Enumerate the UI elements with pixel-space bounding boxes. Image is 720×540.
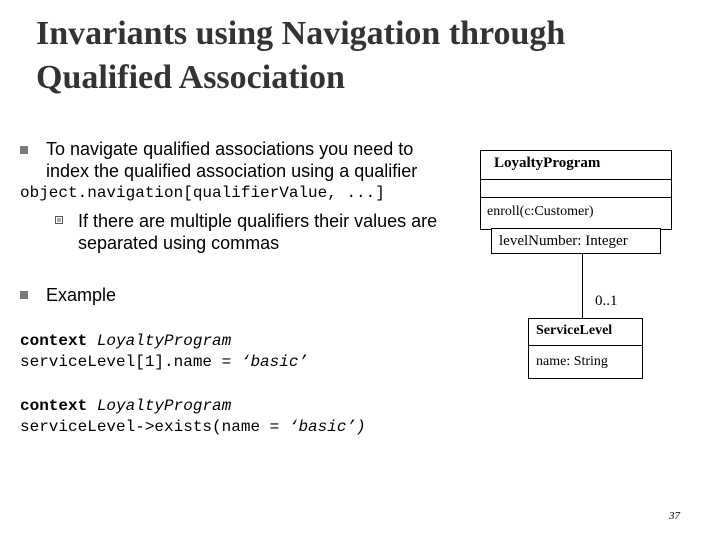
bullet-2-text: Example: [46, 285, 117, 305]
sub-bullet-line-2: separated using commas: [78, 233, 280, 253]
title-line-1: Invariants using Navigation through: [36, 15, 566, 52]
bullet-1-line-2: index the qualified association using a qualifier: [46, 161, 418, 181]
code-keyword: context: [20, 397, 88, 415]
class-divider: [529, 345, 642, 346]
multiplicity-label: 0..1: [595, 293, 618, 309]
class-divider: [481, 179, 671, 180]
bullet-marker: [20, 291, 28, 299]
title-line-2: Qualified Association: [36, 59, 345, 96]
sub-bullet-line-1: If there are multiple qualifiers their values are: [78, 211, 438, 231]
code-type: LoyaltyProgram: [87, 397, 232, 415]
class-2-name: ServiceLevel: [536, 323, 613, 338]
code-string: ‘basic’): [288, 418, 366, 436]
qualifier-label: levelNumber: Integer: [499, 233, 628, 249]
code-expression: serviceLevel->exists(name =: [20, 418, 289, 436]
class-1-operation: enroll(c:Customer): [487, 204, 594, 219]
code-string: ‘basic’: [240, 353, 309, 371]
sub-bullet-marker: [55, 216, 63, 224]
class-2-attribute: name: String: [536, 354, 608, 369]
code-type: LoyaltyProgram: [87, 332, 232, 350]
bullet-1-line-1: To navigate qualified associations you need to: [46, 139, 414, 159]
code-1-line-2: [20, 352, 308, 373]
bullet-marker: [20, 146, 28, 154]
code-expression: serviceLevel[1].name =: [20, 353, 241, 371]
class-1-name: LoyaltyProgram: [494, 155, 601, 171]
code-1-line-1: [20, 331, 231, 352]
code-2-line-2: [20, 417, 366, 438]
code-keyword: context: [20, 332, 88, 350]
class-divider: [481, 197, 671, 198]
association-line: [582, 253, 583, 319]
bullet-1-code: object.navigation[qualifierValue, ...]: [20, 184, 385, 202]
slide-title: [36, 12, 696, 100]
page-number: 37: [669, 510, 680, 522]
code-2-line-1: [20, 396, 231, 417]
